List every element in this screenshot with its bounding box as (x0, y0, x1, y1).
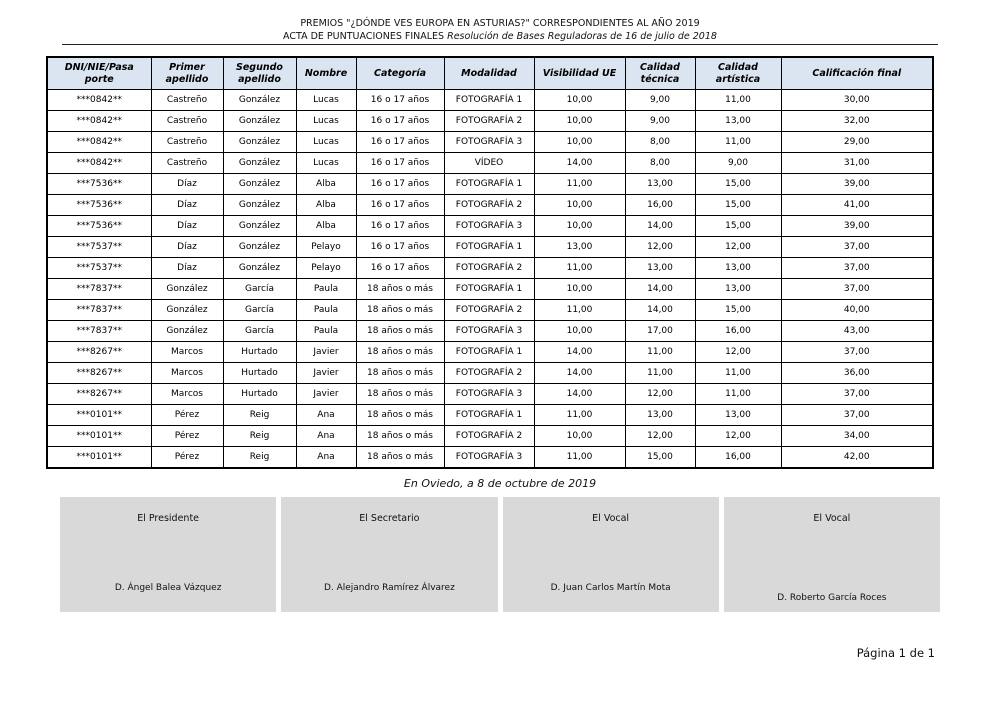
table-cell: Pérez (151, 405, 223, 426)
table-cell: ***0842** (47, 111, 151, 132)
table-cell: 16 o 17 años (356, 132, 444, 153)
table-cell: 31,00 (781, 153, 933, 174)
table-cell: González (223, 153, 296, 174)
table-cell: FOTOGRAFÍA 1 (444, 279, 534, 300)
table-cell: Reig (223, 426, 296, 447)
signature-box (281, 497, 497, 612)
signature-name: D. Alejandro Ramírez Álvarez (323, 583, 455, 593)
table-cell: 11,00 (534, 447, 625, 469)
table-cell: González (223, 258, 296, 279)
table-cell: ***7537** (47, 258, 151, 279)
table-cell: García (223, 321, 296, 342)
table-cell: 12,00 (625, 426, 695, 447)
table-cell: 10,00 (534, 279, 625, 300)
table-cell: Pérez (151, 426, 223, 447)
table-cell: Pelayo (296, 258, 356, 279)
table-cell: Ana (296, 426, 356, 447)
table-row (47, 90, 933, 111)
table-cell: ***8267** (47, 342, 151, 363)
signature-row (60, 497, 940, 612)
signature-name: D. Juan Carlos Martín Mota (550, 583, 671, 593)
table-cell: 37,00 (781, 342, 933, 363)
table-cell: Paula (296, 279, 356, 300)
table-cell: Pelayo (296, 237, 356, 258)
table-cell: 10,00 (534, 426, 625, 447)
table-cell: 14,00 (625, 279, 695, 300)
date-line: En Oviedo, a 8 de octubre de 2019 (403, 477, 597, 490)
table-cell: ***0101** (47, 405, 151, 426)
table-cell: 39,00 (781, 216, 933, 237)
table-cell: 15,00 (695, 195, 781, 216)
table-cell: 12,00 (695, 237, 781, 258)
table-cell: González (223, 111, 296, 132)
table-cell: Marcos (151, 363, 223, 384)
table-cell: 16,00 (625, 195, 695, 216)
table-cell: 16 o 17 años (356, 237, 444, 258)
table-cell: 10,00 (534, 132, 625, 153)
table-cell: 12,00 (625, 384, 695, 405)
signature-name: D. Roberto García Roces (777, 593, 887, 603)
table-cell: 16 o 17 años (356, 153, 444, 174)
table-cell: Paula (296, 300, 356, 321)
table-cell: 11,00 (625, 363, 695, 384)
table-cell: 16 o 17 años (356, 174, 444, 195)
table-cell: 18 años o más (356, 321, 444, 342)
table-cell: 9,00 (625, 90, 695, 111)
table-row (47, 300, 933, 321)
table-cell: 10,00 (534, 321, 625, 342)
table-cell: Pérez (151, 447, 223, 469)
table-cell: 14,00 (534, 153, 625, 174)
table-cell: García (223, 300, 296, 321)
signature-role: El Vocal (592, 513, 630, 524)
table-row (47, 153, 933, 174)
table-row (47, 342, 933, 363)
table-row (47, 405, 933, 426)
table-cell: 17,00 (625, 321, 695, 342)
column-header: Calificación final (781, 57, 933, 90)
table-cell: Lucas (296, 111, 356, 132)
table-cell: 18 años o más (356, 363, 444, 384)
table-cell: Díaz (151, 195, 223, 216)
table-cell: 14,00 (534, 363, 625, 384)
table-cell: 18 años o más (356, 447, 444, 469)
table-cell: 9,00 (695, 153, 781, 174)
table-cell: ***7837** (47, 300, 151, 321)
table-cell: 42,00 (781, 447, 933, 469)
table-cell: 10,00 (534, 90, 625, 111)
table-cell: ***7837** (47, 321, 151, 342)
table-cell: 16 o 17 años (356, 216, 444, 237)
table-cell: Alba (296, 174, 356, 195)
table-cell: ***8267** (47, 363, 151, 384)
table-cell: ***8267** (47, 384, 151, 405)
table-cell: 8,00 (625, 153, 695, 174)
table-cell: Ana (296, 447, 356, 469)
table-cell: 11,00 (695, 384, 781, 405)
table-cell: FOTOGRAFÍA 1 (444, 405, 534, 426)
table-cell: 11,00 (534, 300, 625, 321)
table-cell: 11,00 (625, 342, 695, 363)
table-cell: 15,00 (695, 216, 781, 237)
table-cell: FOTOGRAFÍA 2 (444, 258, 534, 279)
table-row (47, 195, 933, 216)
table-cell: 14,00 (625, 300, 695, 321)
table-cell: 11,00 (695, 90, 781, 111)
title-line-2-main: ACTA DE PUNTUACIONES FINALES (283, 31, 448, 42)
table-cell: Alba (296, 195, 356, 216)
table-cell: González (151, 300, 223, 321)
table-cell: ***7536** (47, 216, 151, 237)
table-cell: 16 o 17 años (356, 258, 444, 279)
table-cell: González (223, 195, 296, 216)
table-cell: Castreño (151, 111, 223, 132)
table-cell: Reig (223, 405, 296, 426)
table-cell: ***7536** (47, 195, 151, 216)
table-cell: FOTOGRAFÍA 3 (444, 321, 534, 342)
table-cell: 39,00 (781, 174, 933, 195)
table-cell: González (223, 216, 296, 237)
table-cell: FOTOGRAFÍA 3 (444, 216, 534, 237)
table-cell: FOTOGRAFÍA 1 (444, 174, 534, 195)
table-cell: 41,00 (781, 195, 933, 216)
table-cell: Javier (296, 384, 356, 405)
signature-role: El Vocal (813, 513, 851, 524)
table-cell: FOTOGRAFÍA 2 (444, 195, 534, 216)
table-cell: 37,00 (781, 405, 933, 426)
table-cell: 37,00 (781, 237, 933, 258)
table-cell: 16 o 17 años (356, 111, 444, 132)
table-cell: 13,00 (695, 279, 781, 300)
signature-box (503, 497, 719, 612)
table-cell: Castreño (151, 90, 223, 111)
table-cell: 11,00 (534, 405, 625, 426)
table-cell: FOTOGRAFÍA 2 (444, 111, 534, 132)
table-cell: ***0842** (47, 153, 151, 174)
table-cell: FOTOGRAFÍA 2 (444, 426, 534, 447)
table-cell: 18 años o más (356, 342, 444, 363)
table-row (47, 174, 933, 195)
table-cell: González (223, 132, 296, 153)
table-cell: 37,00 (781, 279, 933, 300)
table-body (47, 90, 933, 469)
table-cell: Díaz (151, 258, 223, 279)
table-cell: Marcos (151, 384, 223, 405)
table-cell: González (151, 279, 223, 300)
table-cell: 12,00 (625, 237, 695, 258)
table-cell: Lucas (296, 153, 356, 174)
table-row (47, 111, 933, 132)
table-cell: Alba (296, 216, 356, 237)
signature-box (60, 497, 276, 612)
signature-role: El Presidente (137, 513, 200, 524)
table-cell: 37,00 (781, 384, 933, 405)
table-cell: 10,00 (534, 195, 625, 216)
table-cell: FOTOGRAFÍA 3 (444, 132, 534, 153)
table-cell: 10,00 (534, 111, 625, 132)
table-cell: 10,00 (534, 216, 625, 237)
table-cell: FOTOGRAFÍA 2 (444, 363, 534, 384)
table-cell: 30,00 (781, 90, 933, 111)
table-cell: 40,00 (781, 300, 933, 321)
table-cell: FOTOGRAFÍA 3 (444, 384, 534, 405)
table-cell: FOTOGRAFÍA 1 (444, 342, 534, 363)
title-line-1: PREMIOS "¿DÓNDE VES EUROPA EN ASTURIAS?" CORRESPONDIENTES AL AÑO 2019 (300, 18, 700, 29)
table-cell: ***7837** (47, 279, 151, 300)
table-cell: VÍDEO (444, 153, 534, 174)
table-cell: 13,00 (625, 174, 695, 195)
table-cell: Díaz (151, 237, 223, 258)
page-number: Página 1 de 1 (856, 646, 935, 660)
table-cell: 13,00 (625, 258, 695, 279)
column-header: Calidad artística (695, 57, 781, 90)
table-cell: 18 años o más (356, 384, 444, 405)
table-cell: ***7536** (47, 174, 151, 195)
table-cell: 11,00 (695, 132, 781, 153)
table-cell: ***7537** (47, 237, 151, 258)
table-cell: 16,00 (695, 447, 781, 469)
table-cell: Hurtado (223, 384, 296, 405)
table-cell: 13,00 (695, 111, 781, 132)
table-cell: 11,00 (534, 174, 625, 195)
table-cell: Hurtado (223, 363, 296, 384)
table-cell: 15,00 (695, 174, 781, 195)
table-cell: 37,00 (781, 258, 933, 279)
table-cell: González (223, 174, 296, 195)
table-cell: Hurtado (223, 342, 296, 363)
table-cell: 15,00 (625, 447, 695, 469)
table-cell: Lucas (296, 90, 356, 111)
table-cell: González (223, 90, 296, 111)
table-cell: 18 años o más (356, 426, 444, 447)
table-header-row (47, 57, 933, 90)
table-cell: 29,00 (781, 132, 933, 153)
table-cell: 12,00 (695, 342, 781, 363)
table-cell: González (223, 237, 296, 258)
title-line-2 (0, 30, 1000, 43)
table-cell: Javier (296, 363, 356, 384)
table-row (47, 237, 933, 258)
table-cell: FOTOGRAFÍA 2 (444, 300, 534, 321)
table-cell: 13,00 (625, 405, 695, 426)
table-cell: Lucas (296, 132, 356, 153)
table-header (47, 57, 933, 90)
signature-role: El Secretario (359, 513, 420, 524)
table-cell: 36,00 (781, 363, 933, 384)
table-cell: García (223, 279, 296, 300)
scores-table (46, 56, 934, 469)
table-cell: Castreño (151, 132, 223, 153)
table-cell: FOTOGRAFÍA 3 (444, 447, 534, 469)
table-row (47, 321, 933, 342)
table-row (47, 447, 933, 469)
table-cell: Castreño (151, 153, 223, 174)
table-cell: 13,00 (534, 237, 625, 258)
column-header: DNI/NIE/Pasa porte (47, 57, 151, 90)
column-header: Modalidad (444, 57, 534, 90)
table-cell: Díaz (151, 216, 223, 237)
table-cell: 43,00 (781, 321, 933, 342)
table-cell: Ana (296, 405, 356, 426)
signature-box (724, 497, 940, 612)
table-cell: Marcos (151, 342, 223, 363)
table-cell: ***0101** (47, 426, 151, 447)
signature-name: D. Ángel Balea Vázquez (114, 583, 222, 593)
column-header: Categoría (356, 57, 444, 90)
table-cell: ***0842** (47, 90, 151, 111)
table-cell: Javier (296, 342, 356, 363)
column-header: Segundo apellido (223, 57, 296, 90)
table-row (47, 279, 933, 300)
table-cell: González (151, 321, 223, 342)
table-cell: 18 años o más (356, 300, 444, 321)
table-row (47, 426, 933, 447)
title-divider (62, 44, 938, 45)
table-cell: 14,00 (534, 342, 625, 363)
column-header: Nombre (296, 57, 356, 90)
table-cell: 12,00 (695, 426, 781, 447)
table-cell: FOTOGRAFÍA 1 (444, 90, 534, 111)
table-row (47, 216, 933, 237)
table-row (47, 363, 933, 384)
table-cell: FOTOGRAFÍA 1 (444, 237, 534, 258)
table-cell: 8,00 (625, 132, 695, 153)
table-cell: 11,00 (695, 363, 781, 384)
table-cell: 14,00 (534, 384, 625, 405)
column-header: Visibilidad UE (534, 57, 625, 90)
table-cell: 15,00 (695, 300, 781, 321)
table-cell: 32,00 (781, 111, 933, 132)
table-cell: 14,00 (625, 216, 695, 237)
table-cell: 13,00 (695, 258, 781, 279)
title-line-2-resolution: Resolución de Bases Reguladoras de 16 de julio de 2018 (447, 31, 717, 42)
document-title (0, 17, 1000, 43)
column-header: Primer apellido (151, 57, 223, 90)
table-cell: 9,00 (625, 111, 695, 132)
table-row (47, 384, 933, 405)
table-cell: ***0842** (47, 132, 151, 153)
table-cell: ***0101** (47, 447, 151, 469)
table-cell: 16 o 17 años (356, 90, 444, 111)
table-row (47, 258, 933, 279)
table-cell: 34,00 (781, 426, 933, 447)
table-cell: 18 años o más (356, 279, 444, 300)
table-cell: 16 o 17 años (356, 195, 444, 216)
table-cell: Díaz (151, 174, 223, 195)
column-header: Calidad técnica (625, 57, 695, 90)
table-cell: Paula (296, 321, 356, 342)
table-cell: 11,00 (534, 258, 625, 279)
table-cell: 16,00 (695, 321, 781, 342)
table-cell: 18 años o más (356, 405, 444, 426)
table-cell: Reig (223, 447, 296, 469)
table-cell: 13,00 (695, 405, 781, 426)
table-row (47, 132, 933, 153)
